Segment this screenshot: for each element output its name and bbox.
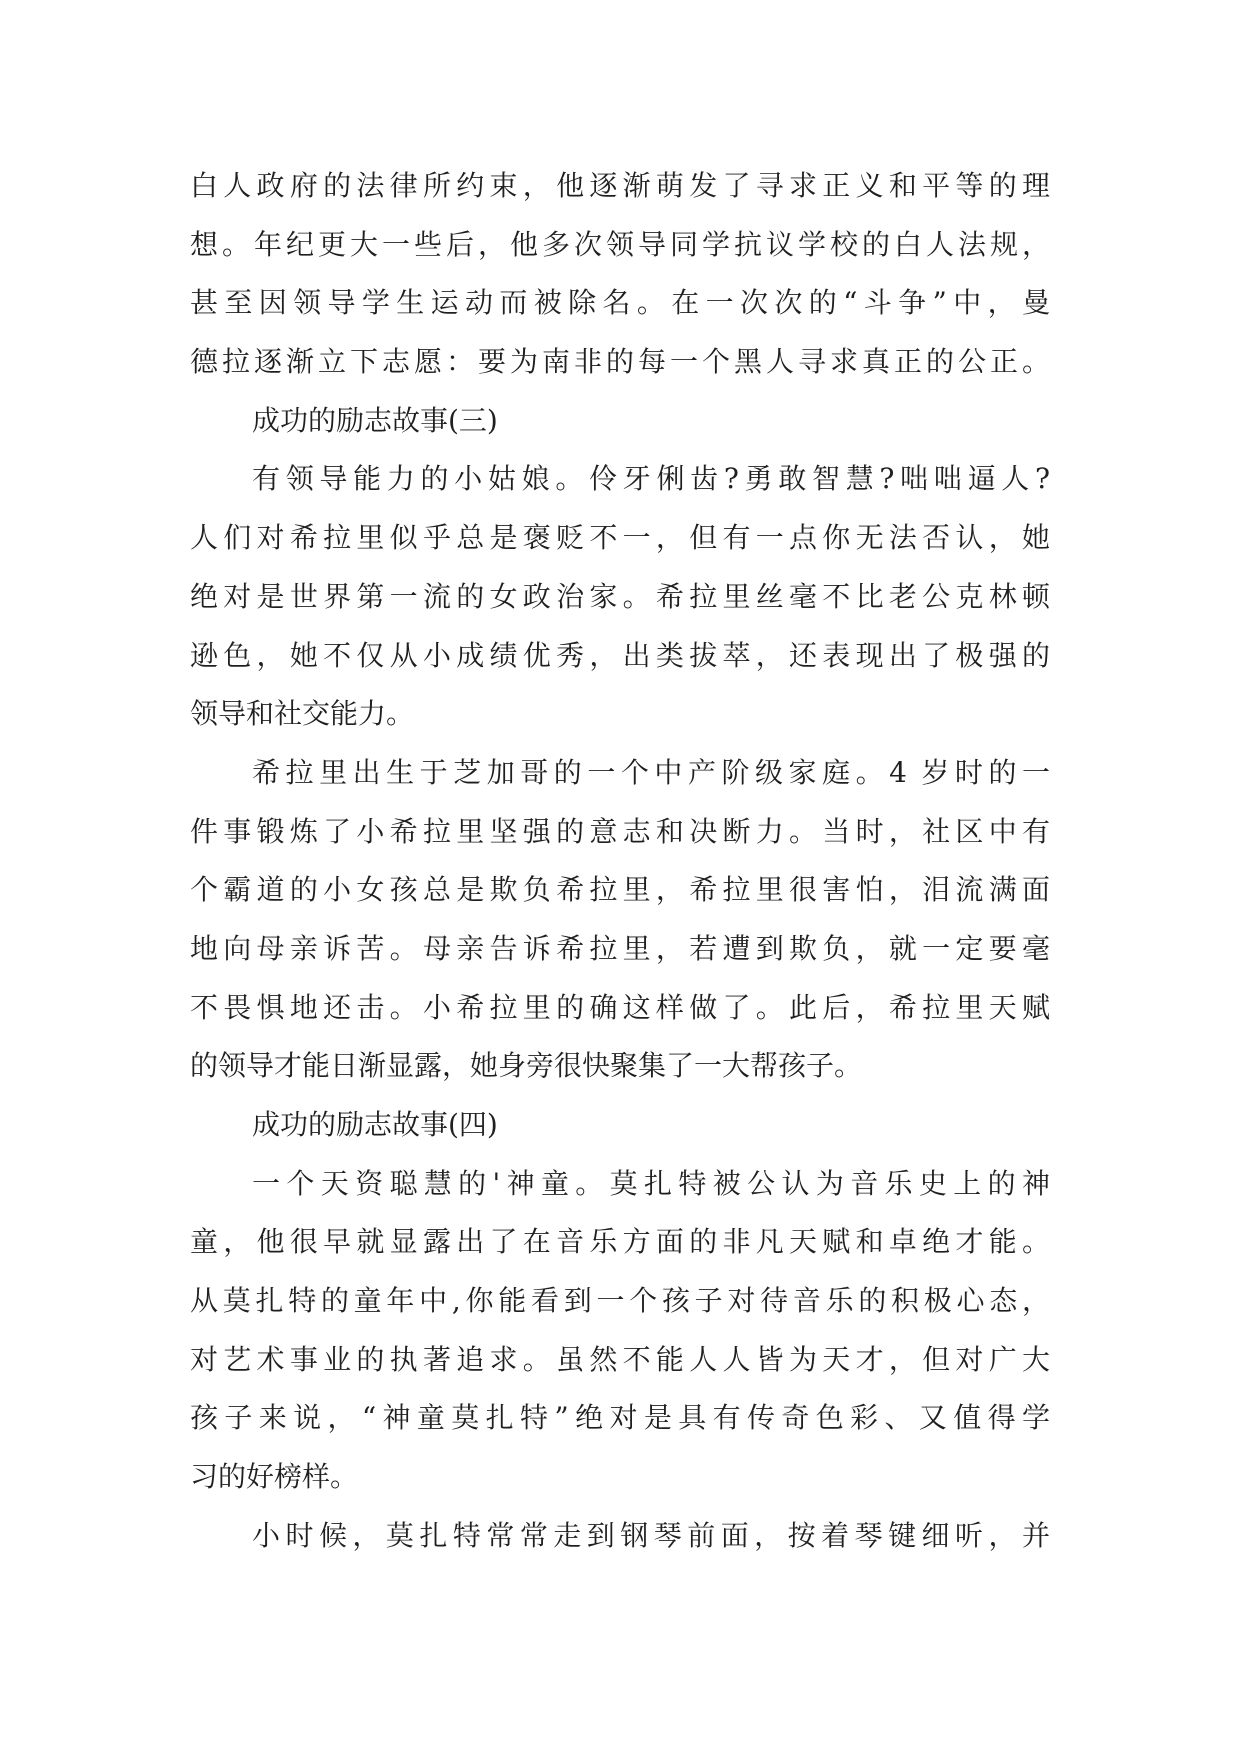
text-line: 对艺术事业的执著追求。虽然不能人人皆为天才，但对广大 xyxy=(190,1342,1050,1376)
text-line: 的领导才能日渐显露，她身旁很快聚集了一大帮孩子。 xyxy=(190,1049,863,1083)
text-line: 领导和社交能力。 xyxy=(190,697,415,731)
text-line: 孩子来说，“神童莫扎特”绝对是具有传奇色彩、又值得学 xyxy=(190,1401,1050,1435)
text-line: 童，他很早就显露出了在音乐方面的非凡天赋和卓绝才能。 xyxy=(190,1225,1050,1259)
text-line: 有领导能力的小姑娘。伶牙俐齿?勇敢智慧?咄咄逼人? xyxy=(252,462,1050,496)
section-heading: 成功的励志故事(四) xyxy=(252,1108,498,1141)
section-heading: 成功的励志故事(三) xyxy=(252,403,498,437)
text-line: 件事锻炼了小希拉里坚强的意志和决断力。当时，社区中有 xyxy=(190,814,1050,848)
text-line: 甚至因领导学生运动而被除名。在一次次的“斗争”中，曼 xyxy=(190,286,1050,320)
text-line: 人们对希拉里似乎总是褒贬不一，但有一点你无法否认，她 xyxy=(190,521,1050,555)
text-line: 希拉里出生于芝加哥的一个中产阶级家庭。4 岁时的一 xyxy=(252,755,1050,789)
text-line: 想。年纪更大一些后，他多次领导同学抗议学校的白人法规， xyxy=(190,227,1050,261)
text-line: 德拉逐渐立下志愿：要为南非的每一个黑人寻求真正的公正。 xyxy=(190,345,1050,379)
text-line: 地向母亲诉苦。母亲告诉希拉里，若遭到欺负，就一定要毫 xyxy=(190,931,1050,965)
text-line: 逊色，她不仅从小成绩优秀，出类拔萃，还表现出了极强的 xyxy=(190,638,1050,672)
text-line: 小时候，莫扎特常常走到钢琴前面，按着琴键细听，并 xyxy=(252,1518,1050,1552)
body-text xyxy=(190,157,1050,1566)
text-line: 白人政府的法律所约束，他逐渐萌发了寻求正义和平等的理 xyxy=(190,169,1050,202)
text-line: 从莫扎特的童年中,你能看到一个孩子对待音乐的积极心态， xyxy=(190,1284,1050,1318)
text-line: 习的好榜样。 xyxy=(190,1460,359,1494)
text-line: 个霸道的小女孩总是欺负希拉里，希拉里很害怕，泪流满面 xyxy=(190,873,1050,907)
text-line: 一个天资聪慧的'神童。莫扎特被公认为音乐史上的神 xyxy=(252,1166,1050,1200)
text-line: 不畏惧地还击。小希拉里的确这样做了。此后，希拉里天赋 xyxy=(190,990,1050,1024)
text-line: 绝对是世界第一流的女政治家。希拉里丝毫不比老公克林顿 xyxy=(190,579,1050,613)
